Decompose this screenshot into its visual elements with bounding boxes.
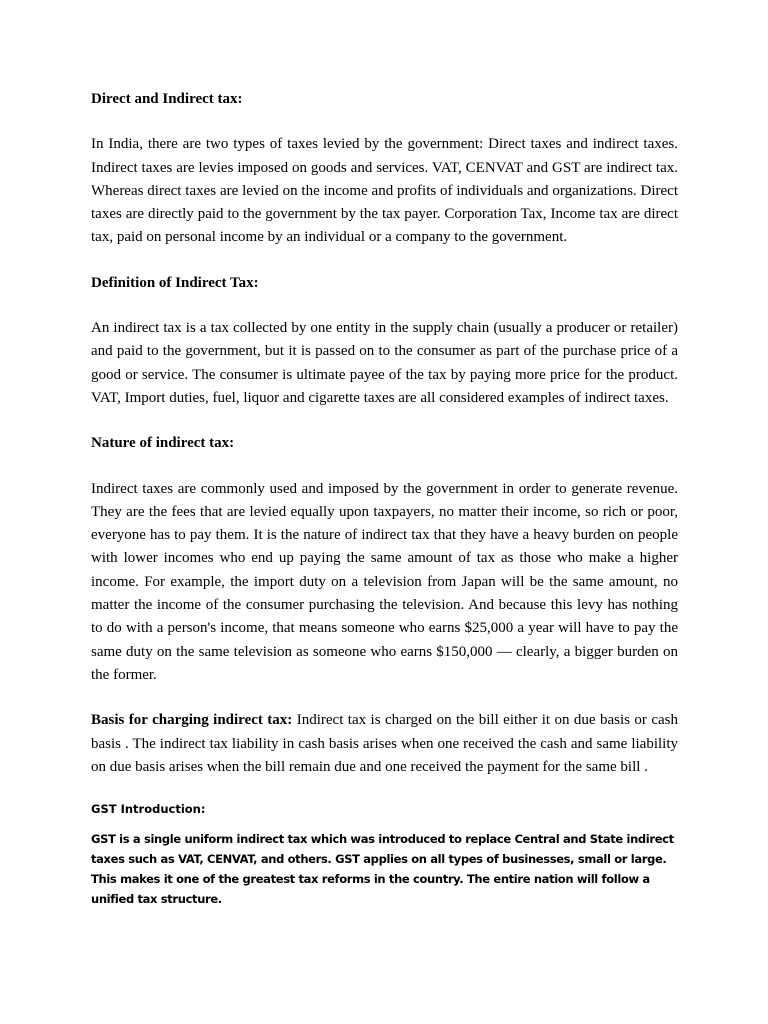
heading-definition-indirect-tax: Definition of Indirect Tax: [91, 274, 259, 291]
heading-gst-introduction: GST Introduction: [91, 802, 206, 817]
paragraph-basis-charging [91, 709, 678, 779]
paragraph-gst-introduction: GST is a single uniform indirect tax which was introduced to replace Central and State indirect taxes such as VAT, CENVAT, and others. GST applies on all types of businesses, small or large. This makes it one of the greatest tax reforms in the country. The entire nation will follow a unified tax structure. [91, 832, 674, 907]
paragraph-nature-indirect-tax: Indirect taxes are commonly used and imposed by the government in order to generate revenue. They are the fees that are levied equally upon taxpayers, no matter their income, so rich or poor, everyone has to pay them. It is the nature of indirect tax that they have a heavy burden on people with lower incomes who end up paying the same amount of tax as those who make a higher income. For example, the import duty on a television from Japan will be the same amount, no matter the income of the consumer purchasing the television. And because this levy has nothing to do with a person's income, that means someone who earns $25,000 a year will have to pay the same duty on the same television as someone who earns $150,000 — clearly, a bigger burden on the former. [91, 480, 678, 683]
basis-body-text: Indirect tax is charged on the bill either it on due basis or cash basis . The indirect tax liability in cash basis arises when one received the cash and same liability on due basis arises when the bill remain due and one received the payment for the same bill . [91, 712, 678, 775]
basis-lead-label: Basis for charging indirect tax: [91, 712, 293, 729]
document-page [91, 88, 678, 909]
paragraph-direct-indirect-tax: In India, there are two types of taxes levied by the government: Direct taxes and indirect taxes. Indirect taxes are levies imposed on goods and services. VAT, CENVAT and GST are indirect tax. Whereas direct taxes are levied on the income and profits of individuals and organizations. Direct taxes are directly paid to the government by the tax payer. Corporation Tax, Income tax are direct tax, paid on personal income by an individual or a company to the government. [91, 136, 678, 246]
heading-nature-indirect-tax: Nature of indirect tax: [91, 435, 235, 452]
heading-direct-indirect-tax: Direct and Indirect tax: [91, 91, 243, 107]
paragraph-definition-indirect-tax: An indirect tax is a tax collected by one entity in the supply chain (usually a producer or retailer) and paid to the government, but it is passed on to the consumer as part of the purchase price of a good or service. The consumer is ultimate payee of the tax by paying more price for the product. VAT, Import duties, fuel, liquor and cigarette taxes are all considered examples of indirect taxes. [91, 320, 678, 406]
